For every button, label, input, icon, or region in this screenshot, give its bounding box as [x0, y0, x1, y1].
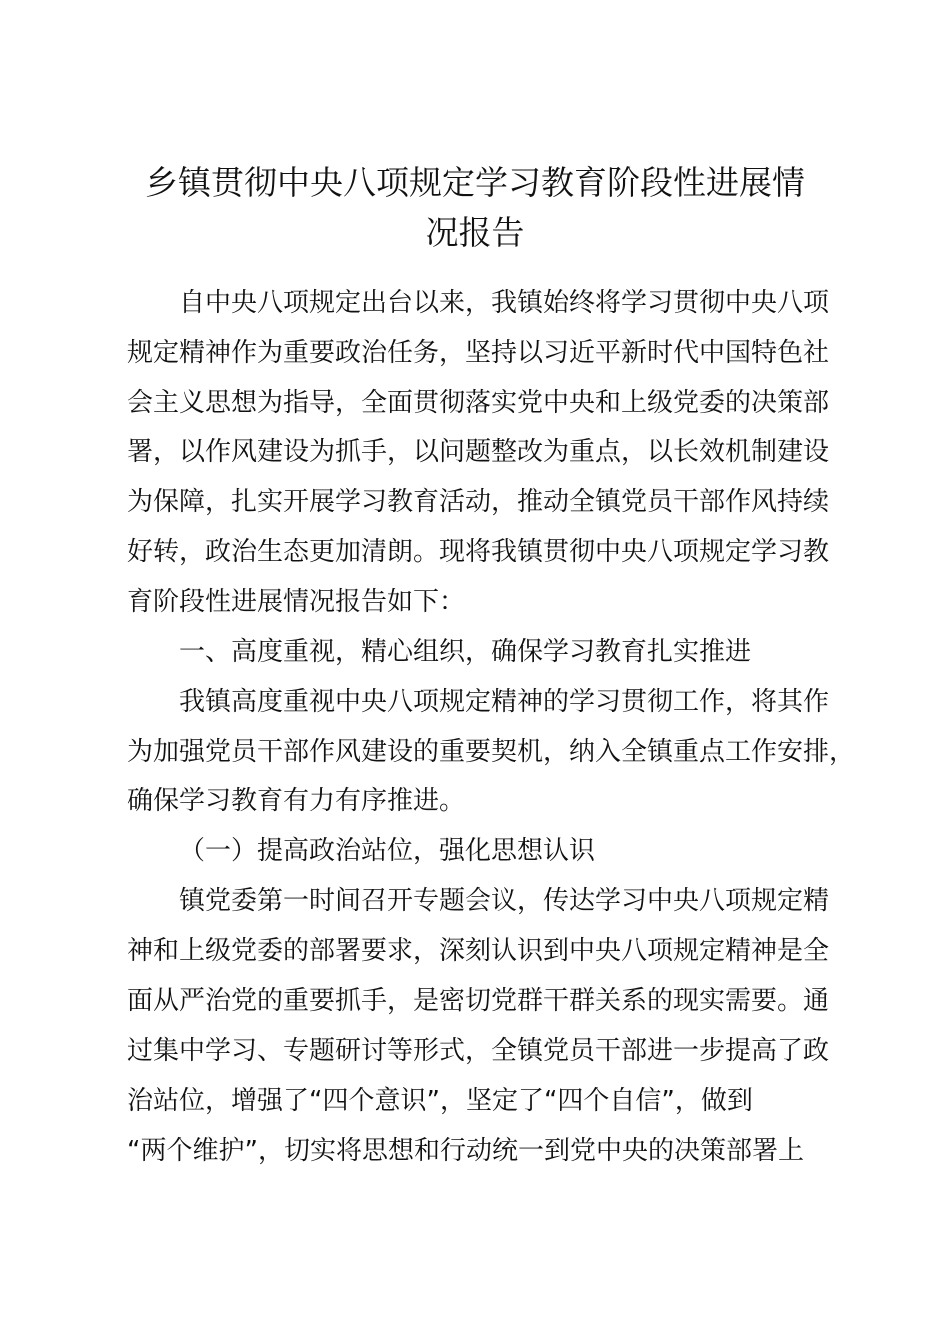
- paragraph-line: 确保学习教育有力有序推进。: [127, 786, 466, 816]
- paragraph-line: “两个维护”，切实将思想和行动统一到党中央的决策部署上: [127, 1136, 804, 1166]
- paragraph-line: 过集中学习、专题研讨等形式，全镇党员干部进一步提高了政: [127, 1036, 830, 1066]
- paragraph-line: 规定精神作为重要政治任务，坚持以习近平新时代中国特色社: [127, 338, 830, 368]
- section-heading-1: 一、高度重视，精心组织，确保学习教育扎实推进: [179, 637, 752, 667]
- paragraph-line: 署，以作风建设为抓手，以问题整改为重点，以长效机制建设: [127, 437, 830, 467]
- paragraph-line: 好转，政治生态更加清朗。现将我镇贯彻中央八项规定学习教: [127, 537, 830, 567]
- paragraph-line: 育阶段性进展情况报告如下：: [127, 587, 466, 617]
- paragraph-line: 我镇高度重视中央八项规定精神的学习贯彻工作，将其作: [179, 687, 830, 717]
- document-title: [100, 158, 850, 258]
- paragraph-line: 为保障，扎实开展学习教育活动，推动全镇党员干部作风持续: [127, 487, 830, 517]
- subsection-heading-1: （一）提高政治站位，强化思想认识: [179, 836, 596, 866]
- title-line-1: 乡镇贯彻中央八项规定学习教育阶段性进展情: [145, 163, 805, 202]
- paragraph-line: 面从严治党的重要抓手，是密切党群干群关系的现实需要。通: [127, 986, 830, 1016]
- paragraph-line: 为加强党员干部作风建设的重要契机，纳入全镇重点工作安排，: [127, 737, 856, 767]
- paragraph-line: 神和上级党委的部署要求，深刻认识到中央八项规定精神是全: [127, 936, 830, 966]
- paragraph-line: 会主义思想为指导，全面贯彻落实党中央和上级党委的决策部: [127, 388, 830, 418]
- paragraph-line: 治站位，增强了“四个意识”，坚定了“四个自信”，做到: [127, 1086, 753, 1116]
- paragraph-line: 镇党委第一时间召开专题会议，传达学习中央八项规定精: [179, 886, 830, 916]
- title-line-2: 况报告: [425, 213, 525, 252]
- paragraph-line: 自中央八项规定出台以来，我镇始终将学习贯彻中央八项: [179, 288, 830, 318]
